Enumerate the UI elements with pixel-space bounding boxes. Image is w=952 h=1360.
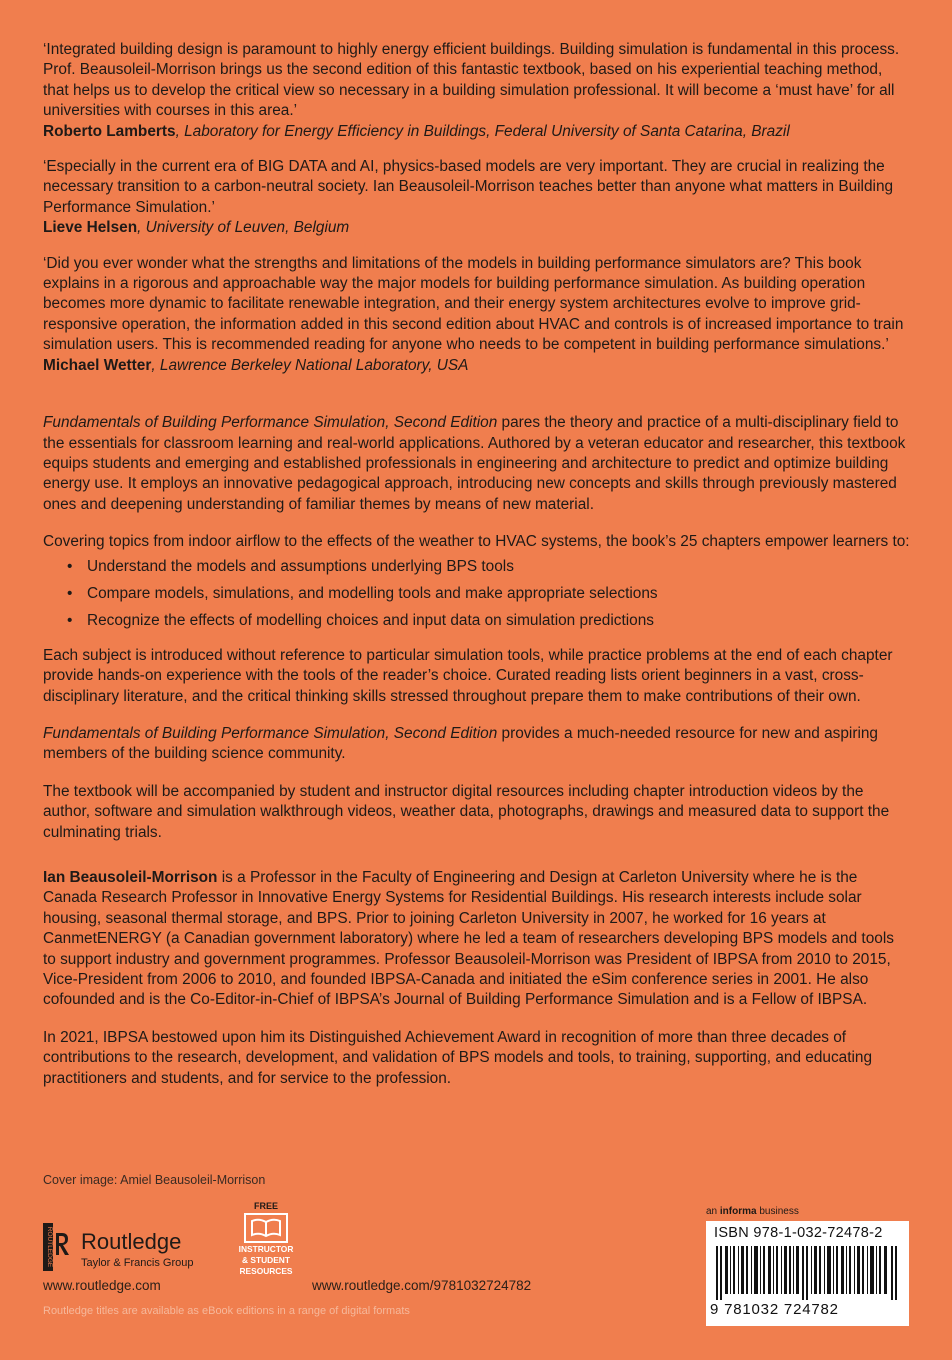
description-paragraph-3: Each subject is introduced without reference to particular simulation tools, while practice problems at the end of each chapter provide hands-on experience with the tools of the reader’s choice. Curated reading lists orient beginners in a vast, cross-disciplinary literature, and the critical thinking skills stressed throughout prepare them to make contributions of their own.	[43, 646, 893, 705]
book-icon	[244, 1213, 288, 1243]
endorser-name: Michael Wetter	[43, 356, 152, 374]
endorser-affiliation: , Laboratory for Energy Efficiency in Buildings, Federal University of Santa Catarina, Brazil	[175, 122, 790, 140]
author-bio: Ian Beausoleil-Morrison is a Professor in the Faculty of Engineering and Design at Carleton University where he is the Canada Research Professor in Innovative Energy Systems for Residential Buildings. His research interests include solar housing, seasonal thermal storage, and BPS. Prior to joining Carleton University in 2007, he worked for 16 years at CanmetENERGY (a Canadian government laboratory) where he led a team of researchers developing BPS models and tools to support industry and government programmes. Professor Beausoleil-Morrison was President of IBPSA from 2010 to 2015, Vice-President from 2006 to 2010, and founded IBPSA-Canada and initiated the eSim conference series in 2001. He also cofounded and is the Co-Editor-in-Chief of IBPSA’s Journal of Building Performance Simulation and is a Fellow of IBPSA.	[43, 869, 894, 1009]
bullet-icon: •	[67, 584, 73, 602]
endorsement-1	[43, 40, 911, 142]
bullet-icon: •	[67, 557, 73, 575]
description-paragraph-2: Covering topics from indoor airflow to the effects of the weather to HVAC systems, the book’s 25 chapters empower learners to:	[43, 533, 910, 551]
list-item: • Understand the models and assumptions underlying BPS tools	[67, 557, 911, 577]
endorsement-2	[43, 157, 911, 239]
bullet-icon: •	[67, 612, 73, 630]
endorser-name: Lieve Helsen	[43, 219, 138, 237]
routledge-vertical-text: ROUTLEDGE	[46, 1226, 53, 1268]
endorsement-text: ‘Integrated building design is paramount to highly energy efficient buildings. Building simulation is fundamental in this process. Prof. Beausoleil-Morrison brings us the second edition of this fantastic textbook, based on his experiential teaching method, that helps us to develop the critical view so necessary in a building simulation professional. It will become a ‘must have’ for all universities with courses in this area.’	[43, 41, 900, 120]
endorsement-attribution	[43, 356, 911, 376]
endorsement-attribution	[43, 122, 911, 142]
ebook-availability-note: Routledge titles are available as eBook editions in a range of digital formats	[43, 1305, 410, 1317]
author-name: Ian Beausoleil-Morrison	[43, 869, 218, 886]
publisher-url[interactable]: www.routledge.com	[43, 1278, 161, 1293]
book-title-italic: Fundamentals of Building Performance Simulation, Second Edition	[43, 724, 498, 742]
resources-label-1: INSTRUCTOR	[238, 1244, 294, 1254]
description-paragraph-4: Fundamentals of Building Performance Simulation, Second Edition provides a much-needed resource for new and aspiring members of the building science community.	[43, 724, 878, 763]
resources-label-2: & STUDENT	[242, 1255, 290, 1265]
free-resources-badge	[236, 1201, 296, 1276]
book-title-italic: Fundamentals of Building Performance Simulation, Second Edition	[43, 414, 498, 432]
resources-label-3: RESOURCES	[239, 1266, 293, 1276]
isbn-number: ISBN 978-1-032-72478-2	[714, 1225, 883, 1241]
endorsement-attribution	[43, 218, 911, 238]
barcode-icon	[716, 1246, 899, 1300]
isbn-barcode	[706, 1221, 909, 1326]
author-award: In 2021, IBPSA bestowed upon him its Distinguished Achievement Award in recognition of more than three decades of contributions to the research, development, and validation of BPS models and tools, to training, supporting, and educating practitioners and students, and for service to the profession.	[43, 1028, 873, 1087]
endorsement-3	[43, 254, 911, 376]
description-paragraph-5: The textbook will be accompanied by student and instructor digital resources including chapter introduction videos by the author, software and simulation walkthrough videos, weather data, photographs, drawings and measured data to support the culminating trials.	[43, 782, 890, 841]
publisher-group: Taylor & Francis Group	[81, 1257, 194, 1269]
informa-brand: informa	[719, 1206, 757, 1217]
barcode-number: 9 781032 724782	[710, 1301, 839, 1318]
learning-outcomes-list	[43, 557, 911, 632]
back-cover-text	[43, 40, 911, 1106]
publisher-name: Routledge	[81, 1229, 182, 1254]
endorsement-text: ‘Did you ever wonder what the strengths and limitations of the models in building performance simulators are? This book explains in a rigorous and approachable way the major models for building performance simulation. As building operation becomes more dynamic to facilitate renewable integration, and their energy system architectures evolve to improve grid-responsive operation, the information added in this second edition about HVAC and controls is of increased importance to train simulation users. This is recommended reading for anyone who needs to be competent in building performance simulations.’	[43, 254, 904, 354]
informa-business-note: an informa business	[706, 1206, 799, 1217]
endorser-name: Roberto Lamberts	[43, 122, 176, 140]
endorsement-text: ‘Especially in the current era of BIG DATA and AI, physics-based models are very important. They are crucial in realizing the necessary transition to a carbon-neutral society. Ian Beausoleil-Morrison teaches better than anyone what matters in Building Performance Simulation.’	[43, 158, 894, 216]
description-paragraph-1: Fundamentals of Building Performance Simulation, Second Edition pares the theory and practice of a multi-disciplinary field to the essentials for classroom learning and real-world applications. Authored by a veteran educator and researcher, this textbook equips students and emerging and established professionals in engineering and architecture to predict and optimize building energy use. It employs an innovative pedagogical approach, introducing new concepts and skills through previously mastered ones and deepening understanding of familiar themes by means of new material.	[43, 414, 906, 513]
cover-image-credit: Cover image: Amiel Beausoleil-Morrison	[43, 1173, 266, 1187]
book-url[interactable]: www.routledge.com/9781032724782	[312, 1278, 532, 1293]
endorser-affiliation: , Lawrence Berkeley National Laboratory, USA	[151, 356, 469, 374]
routledge-r-icon	[43, 1223, 71, 1271]
list-item: • Compare models, simulations, and modelling tools and make appropriate selections	[67, 584, 911, 604]
endorser-affiliation: , University of Leuven, Belgium	[137, 219, 350, 237]
list-item: • Recognize the effects of modelling choices and input data on simulation predictions	[67, 611, 911, 631]
free-label: FREE	[253, 1201, 278, 1211]
